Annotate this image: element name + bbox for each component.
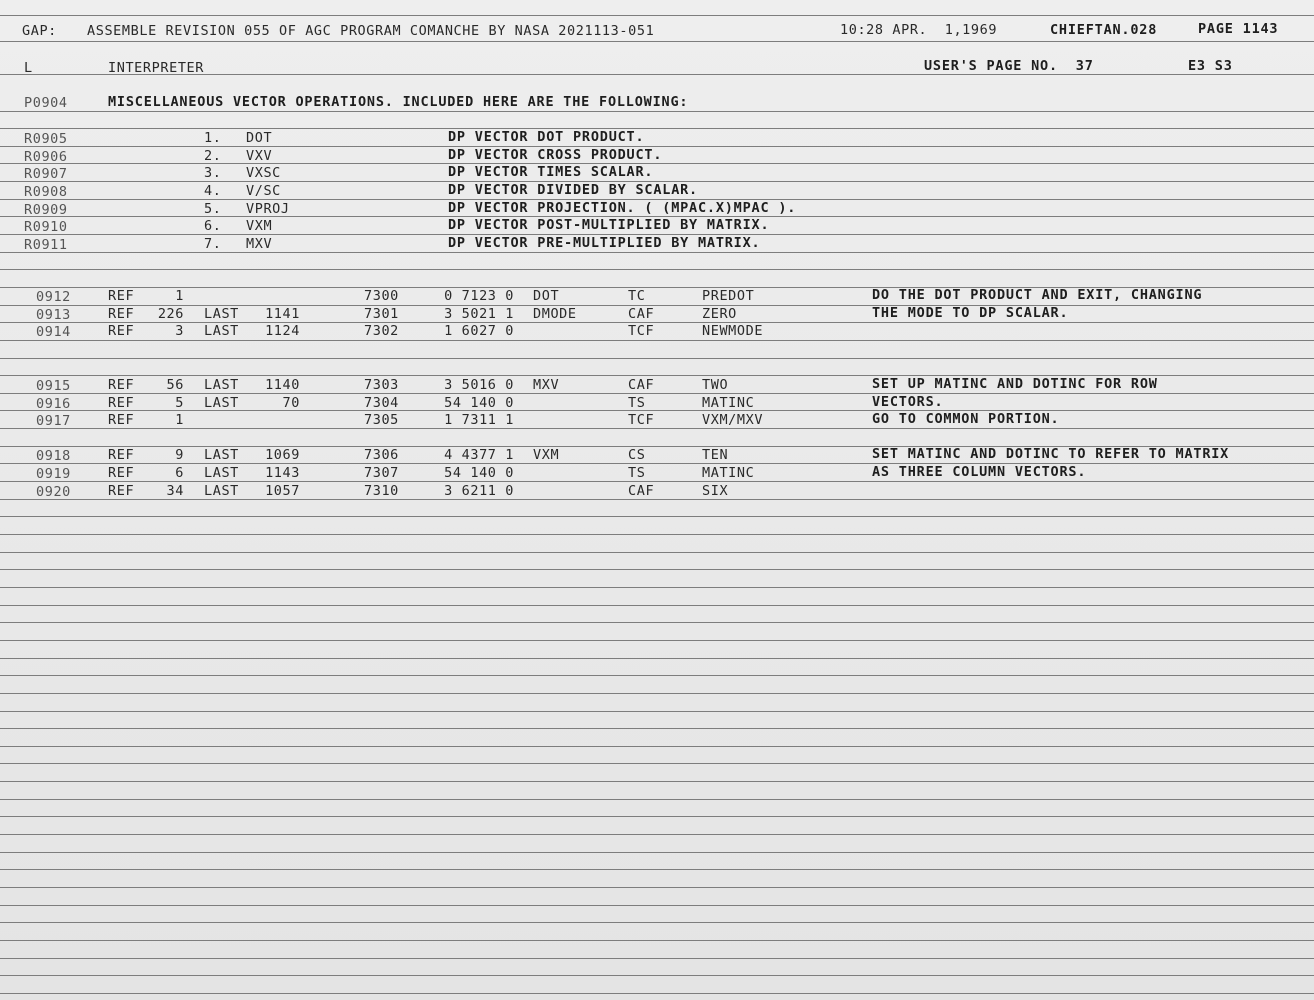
ref-count: 56 [166, 377, 184, 393]
code-line-number: 0919 [36, 466, 71, 482]
opcode: TC [628, 288, 646, 304]
ruled-line [0, 305, 1314, 306]
ref-count: 6 [175, 465, 184, 481]
ref-count: 226 [157, 306, 184, 322]
header-prefix: GAP: [22, 23, 57, 39]
operand: MATINC [702, 465, 755, 481]
subheader-user-page: USER'S PAGE NO. 37 [924, 58, 1094, 74]
intro-text: MISCELLANEOUS VECTOR OPERATIONS. INCLUDED HERE ARE THE FOLLOWING: [108, 94, 689, 110]
opcode: TS [628, 395, 646, 411]
intro-line-number: P0904 [24, 95, 68, 111]
ref-keyword: REF [108, 288, 135, 304]
header-datetime: 10:28 APR. 1,1969 [840, 22, 998, 38]
last-reference: 1069 [265, 447, 300, 463]
ruled-line [0, 322, 1314, 323]
op-name: VXSC [246, 165, 281, 181]
octal-word: 3 5021 1 [444, 306, 514, 322]
address: 7306 [364, 447, 399, 463]
op-number: 5. [204, 201, 222, 217]
ref-keyword: REF [108, 323, 135, 339]
ruled-line [0, 693, 1314, 694]
ref-keyword: REF [108, 395, 135, 411]
ruled-line [0, 534, 1314, 535]
octal-word: 1 7311 1 [444, 412, 514, 428]
ruled-line [0, 163, 1314, 164]
ruled-line [0, 569, 1314, 570]
op-name: V/SC [246, 183, 281, 199]
op-number: 4. [204, 183, 222, 199]
code-line-number: 0915 [36, 378, 71, 394]
octal-word: 1 6027 0 [444, 323, 514, 339]
octal-word: 0 7123 0 [444, 288, 514, 304]
operand: VXM/MXV [702, 412, 764, 428]
ref-count: 1 [175, 412, 184, 428]
opcode: TS [628, 465, 646, 481]
op-number: 2. [204, 148, 222, 164]
ruled-line [0, 975, 1314, 976]
opcode: CS [628, 447, 646, 463]
ruled-line [0, 993, 1314, 994]
ref-keyword: REF [108, 447, 135, 463]
code-line-number: 0913 [36, 307, 71, 323]
opcode: TCF [628, 323, 655, 339]
ruled-line [0, 958, 1314, 959]
octal-word: 3 5016 0 [444, 377, 514, 393]
ref-keyword: REF [108, 306, 135, 322]
ruled-line [0, 605, 1314, 606]
opcode: CAF [628, 306, 655, 322]
ref-count: 5 [175, 395, 184, 411]
ruled-line [0, 358, 1314, 359]
opcode: CAF [628, 483, 655, 499]
ruled-line [0, 799, 1314, 800]
ruled-line [0, 552, 1314, 553]
code-line-number: 0912 [36, 289, 71, 305]
ruled-line [0, 905, 1314, 906]
ref-count: 9 [175, 447, 184, 463]
code-comment: AS THREE COLUMN VECTORS. [872, 464, 1087, 480]
code-label: DMODE [533, 306, 577, 322]
last-keyword: LAST [204, 323, 239, 339]
ruled-line [0, 640, 1314, 641]
address: 7305 [364, 412, 399, 428]
op-line-number: R0907 [24, 166, 68, 182]
ref-count: 34 [166, 483, 184, 499]
op-line-number: R0910 [24, 219, 68, 235]
op-name: VXM [246, 218, 273, 234]
ruled-line [0, 658, 1314, 659]
last-keyword: LAST [204, 306, 239, 322]
op-description: DP VECTOR POST-MULTIPLIED BY MATRIX. [448, 217, 770, 233]
op-line-number: R0908 [24, 184, 68, 200]
operand: ZERO [702, 306, 737, 322]
operand: MATINC [702, 395, 755, 411]
code-line-number: 0916 [36, 396, 71, 412]
header-file: CHIEFTAN.028 [1050, 22, 1158, 38]
ruled-line [0, 15, 1314, 16]
address: 7302 [364, 323, 399, 339]
code-comment: SET MATINC AND DOTINC TO REFER TO MATRIX [872, 446, 1230, 462]
code-comment: DO THE DOT PRODUCT AND EXIT, CHANGING [872, 287, 1203, 303]
operand: NEWMODE [702, 323, 764, 339]
ruled-line [0, 481, 1314, 482]
ruled-line [0, 816, 1314, 817]
ruled-line [0, 711, 1314, 712]
ruled-line [0, 763, 1314, 764]
op-line-number: R0909 [24, 202, 68, 218]
code-line-number: 0914 [36, 324, 71, 340]
last-reference: 1124 [265, 323, 300, 339]
op-number: 7. [204, 236, 222, 252]
last-keyword: LAST [204, 377, 239, 393]
code-line-number: 0918 [36, 448, 71, 464]
ruled-line [0, 128, 1314, 129]
ruled-line [0, 499, 1314, 500]
address: 7310 [364, 483, 399, 499]
last-reference: 1143 [265, 465, 300, 481]
code-label: VXM [533, 447, 560, 463]
code-label: DOT [533, 288, 560, 304]
last-reference: 1057 [265, 483, 300, 499]
address: 7307 [364, 465, 399, 481]
octal-word: 54 140 0 [444, 395, 514, 411]
ruled-line [0, 728, 1314, 729]
ruled-line [0, 746, 1314, 747]
address: 7304 [364, 395, 399, 411]
operand: SIX [702, 483, 729, 499]
op-name: MXV [246, 236, 273, 252]
op-description: DP VECTOR PRE-MULTIPLIED BY MATRIX. [448, 235, 761, 251]
code-line-number: 0920 [36, 484, 71, 500]
address: 7301 [364, 306, 399, 322]
last-keyword: LAST [204, 465, 239, 481]
opcode: CAF [628, 377, 655, 393]
ruled-line [0, 834, 1314, 835]
ruled-line [0, 922, 1314, 923]
op-name: VPROJ [246, 201, 290, 217]
ruled-line [0, 428, 1314, 429]
subheader-type: L [24, 60, 33, 76]
code-comment: VECTORS. [872, 394, 944, 410]
ref-keyword: REF [108, 377, 135, 393]
opcode: TCF [628, 412, 655, 428]
operand: TEN [702, 447, 729, 463]
op-line-number: R0906 [24, 149, 68, 165]
op-name: DOT [246, 130, 273, 146]
ruled-line [0, 41, 1314, 42]
ruled-line [0, 887, 1314, 888]
op-name: VXV [246, 148, 273, 164]
ref-count: 3 [175, 323, 184, 339]
octal-word: 3 6211 0 [444, 483, 514, 499]
last-reference: 1141 [265, 306, 300, 322]
op-description: DP VECTOR DIVIDED BY SCALAR. [448, 182, 698, 198]
header-page: PAGE 1143 [1198, 21, 1279, 37]
ruled-line [0, 622, 1314, 623]
ruled-line [0, 852, 1314, 853]
ruled-line [0, 463, 1314, 464]
last-keyword: LAST [204, 447, 239, 463]
address: 7300 [364, 288, 399, 304]
op-number: 1. [204, 130, 222, 146]
op-description: DP VECTOR DOT PRODUCT. [448, 129, 645, 145]
header-title: ASSEMBLE REVISION 055 OF AGC PROGRAM COMANCHE BY NASA 2021113-051 [87, 23, 655, 39]
last-keyword: LAST [204, 483, 239, 499]
octal-word: 4 4377 1 [444, 447, 514, 463]
op-line-number: R0911 [24, 237, 68, 253]
ruled-line [0, 111, 1314, 112]
ruled-line [0, 587, 1314, 588]
subheader-code: E3 S3 [1188, 58, 1233, 74]
ref-keyword: REF [108, 483, 135, 499]
ruled-line [0, 340, 1314, 341]
op-description: DP VECTOR CROSS PRODUCT. [448, 147, 663, 163]
ruled-line [0, 940, 1314, 941]
ruled-line [0, 869, 1314, 870]
ruled-line [0, 393, 1314, 394]
ruled-line [0, 410, 1314, 411]
op-number: 3. [204, 165, 222, 181]
ruled-line [0, 675, 1314, 676]
ruled-line [0, 516, 1314, 517]
address: 7303 [364, 377, 399, 393]
ref-keyword: REF [108, 412, 135, 428]
ref-count: 1 [175, 288, 184, 304]
subheader-section: INTERPRETER [108, 60, 205, 76]
code-comment: SET UP MATINC AND DOTINC FOR ROW [872, 376, 1158, 392]
last-reference: 70 [282, 395, 300, 411]
op-line-number: R0905 [24, 131, 68, 147]
operand: TWO [702, 377, 729, 393]
last-reference: 1140 [265, 377, 300, 393]
op-description: DP VECTOR TIMES SCALAR. [448, 164, 654, 180]
operand: PREDOT [702, 288, 755, 304]
last-keyword: LAST [204, 395, 239, 411]
octal-word: 54 140 0 [444, 465, 514, 481]
code-label: MXV [533, 377, 560, 393]
ruled-line [0, 252, 1314, 253]
op-number: 6. [204, 218, 222, 234]
ruled-line [0, 781, 1314, 782]
op-description: DP VECTOR PROJECTION. ( (MPAC.X)MPAC ). [448, 200, 797, 216]
code-line-number: 0917 [36, 413, 71, 429]
ref-keyword: REF [108, 465, 135, 481]
ruled-line [0, 269, 1314, 270]
code-comment: THE MODE TO DP SCALAR. [872, 305, 1069, 321]
code-comment: GO TO COMMON PORTION. [872, 411, 1060, 427]
